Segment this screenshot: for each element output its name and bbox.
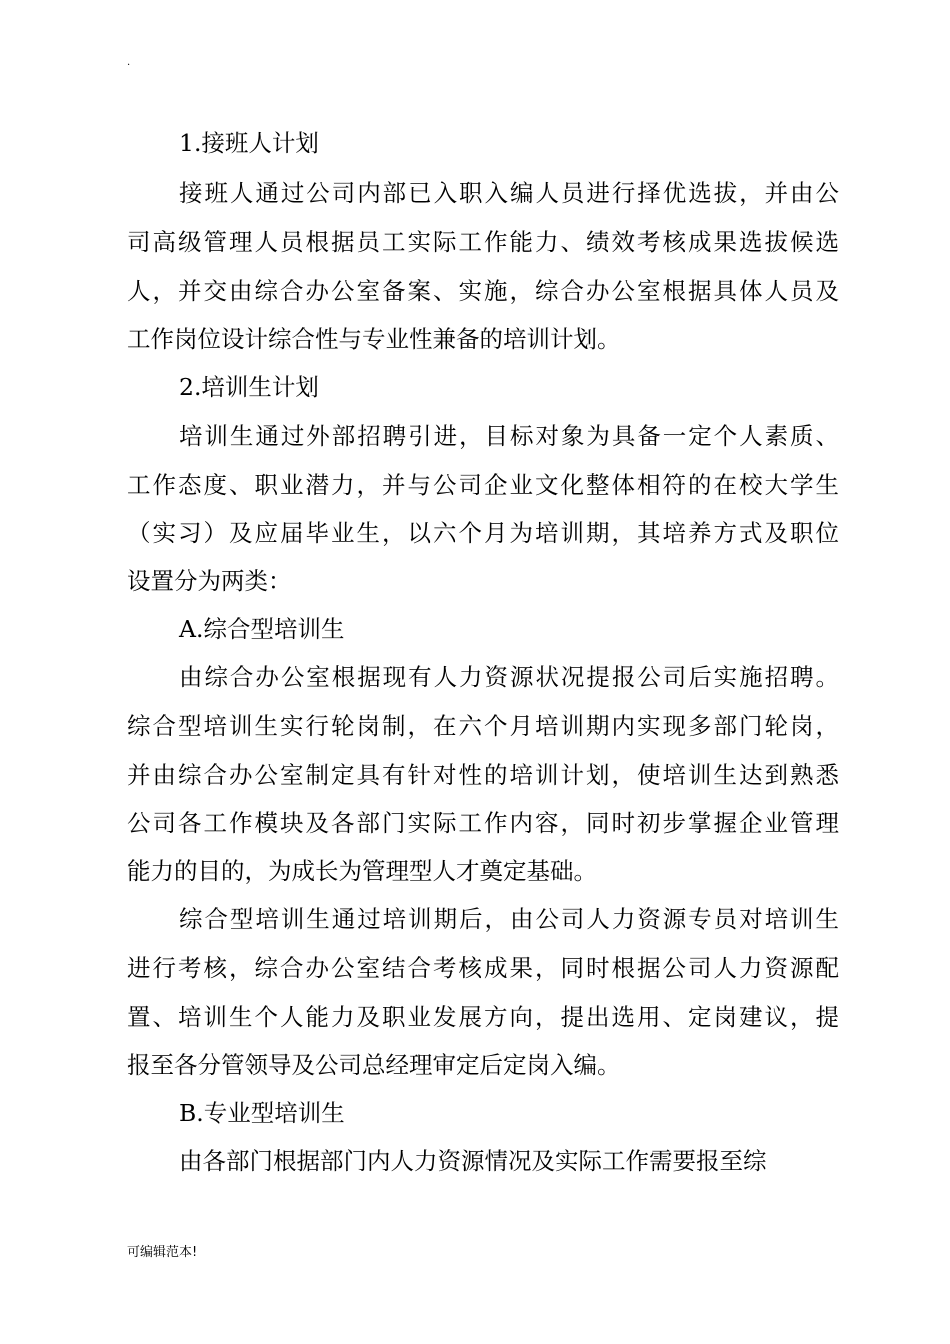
paragraph-line: 并由综合办公室制定具有针对性的培训计划，使培训生达到熟悉 bbox=[127, 761, 839, 789]
paragraph-line: 人，并交由综合办公室备案、实施，综合办公室根据具体人员及 bbox=[127, 277, 839, 305]
paragraph-line: 设置分为两类： bbox=[127, 567, 292, 595]
paragraph-line: 综合型培训生实行轮岗制，在六个月培训期内实现多部门轮岗， bbox=[127, 712, 839, 740]
section-heading-successor-plan: 1.接班人计划 bbox=[179, 129, 319, 157]
paragraph-line: 综合型培训生通过培训期后，由公司人力资源专员对培训生 bbox=[179, 905, 839, 933]
paragraph-line: 由各部门根据部门内人力资源情况及实际工作需要报至综 bbox=[179, 1147, 767, 1175]
paragraph-line: 能力的目的，为成长为管理型人才奠定基础。 bbox=[127, 857, 597, 885]
paragraph-line: 置、培训生个人能力及职业发展方向，提出选用、定岗建议，提 bbox=[127, 1003, 839, 1031]
paragraph-line: 由综合办公室根据现有人力资源状况提报公司后实施招聘。 bbox=[179, 663, 839, 691]
paragraph-line: 培训生通过外部招聘引进，目标对象为具备一定个人素质、 bbox=[179, 422, 839, 450]
paragraph-line: 报至各分管领导及公司总经理审定后定岗入编。 bbox=[127, 1051, 621, 1079]
page-footer: 可编辑范本! bbox=[127, 1245, 198, 1260]
section-heading-trainee-plan: 2.培训生计划 bbox=[179, 373, 319, 401]
paragraph-line: 接班人通过公司内部已入职入编人员进行择优选拔，并由公 bbox=[179, 179, 839, 207]
paragraph-line: 工作岗位设计综合性与专业性兼备的培训计划。 bbox=[127, 325, 621, 353]
corner-mark: . bbox=[127, 57, 131, 68]
paragraph-line: 进行考核，综合办公室结合考核成果，同时根据公司人力资源配 bbox=[127, 954, 839, 982]
paragraph-line: 公司各工作模块及各部门实际工作内容，同时初步掌握企业管理 bbox=[127, 809, 839, 837]
subsection-heading-professional-trainee: B.专业型培训生 bbox=[179, 1099, 345, 1127]
subsection-heading-comprehensive-trainee: A.综合型培训生 bbox=[179, 615, 345, 643]
paragraph-line: （实习）及应届毕业生，以六个月为培训期，其培养方式及职位 bbox=[127, 519, 839, 547]
paragraph-line: 司高级管理人员根据员工实际工作能力、绩效考核成果选拔候选 bbox=[127, 228, 839, 256]
paragraph-line: 工作态度、职业潜力，并与公司企业文化整体相符的在校大学生 bbox=[127, 471, 839, 499]
